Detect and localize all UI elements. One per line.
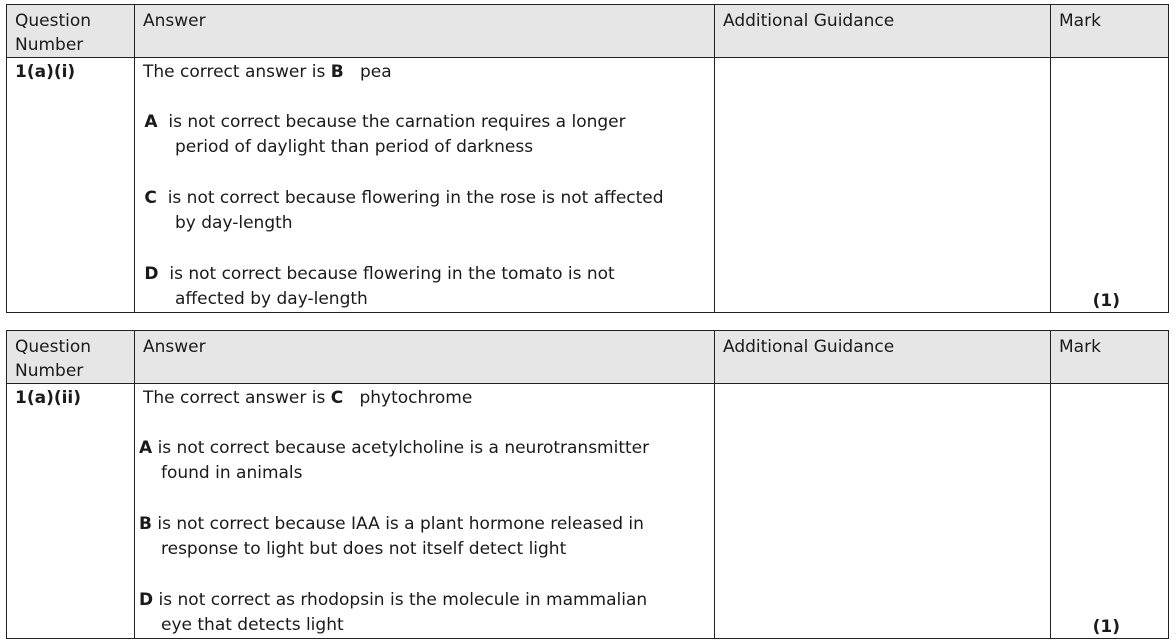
guidance-cell (715, 58, 1051, 313)
table-header-row (7, 5, 1169, 58)
option-explanation: A is not correct because the carnation requires a longer period of daylight than period of darkness (144, 112, 626, 157)
correct-answer: pea (359, 62, 392, 82)
table-header-row (7, 331, 1169, 384)
correct-answer-line: The correct answer is C phytochrome (143, 388, 473, 408)
table-row (7, 58, 1169, 313)
header-question-number (7, 331, 135, 384)
question-number-cell (7, 384, 135, 639)
table-row (7, 384, 1169, 639)
header-question-line2: Number (15, 35, 84, 55)
mark-cell (1051, 58, 1169, 313)
mark-scheme-table-2 (6, 330, 1169, 639)
option-explanation: C is not correct because flowering in the rose is not affected by day-length (144, 188, 664, 233)
option-explanation: B is not correct because IAA is a plant hormone released in response to light but does not itself detect light (139, 514, 644, 559)
question-number-cell (7, 58, 135, 313)
correct-answer-line: The correct answer is B pea (143, 62, 392, 82)
question-number: 1(a)(i) (15, 62, 76, 82)
header-guidance: Additional Guidance (715, 331, 1051, 384)
option-explanation: A is not correct because acetylcholine is a neurotransmitter found in animals (139, 438, 650, 483)
header-answer: Answer (135, 331, 715, 384)
header-question-line1: Question (15, 337, 92, 357)
header-answer: Answer (135, 5, 715, 58)
option-explanation: D is not correct because flowering in the tomato is not affected by day-length (144, 264, 615, 309)
mark-value: (1) (1092, 617, 1120, 637)
header-mark: Mark (1051, 5, 1169, 58)
header-question-number (7, 5, 135, 58)
header-guidance: Additional Guidance (715, 5, 1051, 58)
guidance-cell (715, 384, 1051, 639)
correct-letter: B (330, 62, 344, 82)
mark-value: (1) (1092, 291, 1120, 311)
header-mark: Mark (1051, 331, 1169, 384)
question-number: 1(a)(ii) (15, 388, 82, 408)
option-explanation: D is not correct as rhodopsin is the molecule in mammalian eye that detects light (139, 590, 648, 635)
answer-cell (135, 384, 715, 639)
answer-cell (135, 58, 715, 313)
correct-answer: phytochrome (359, 388, 473, 408)
mark-scheme-table-1 (6, 4, 1169, 313)
mark-cell (1051, 384, 1169, 639)
correct-letter: C (330, 388, 344, 408)
header-question-line2: Number (15, 361, 84, 381)
header-question-line1: Question (15, 11, 92, 31)
